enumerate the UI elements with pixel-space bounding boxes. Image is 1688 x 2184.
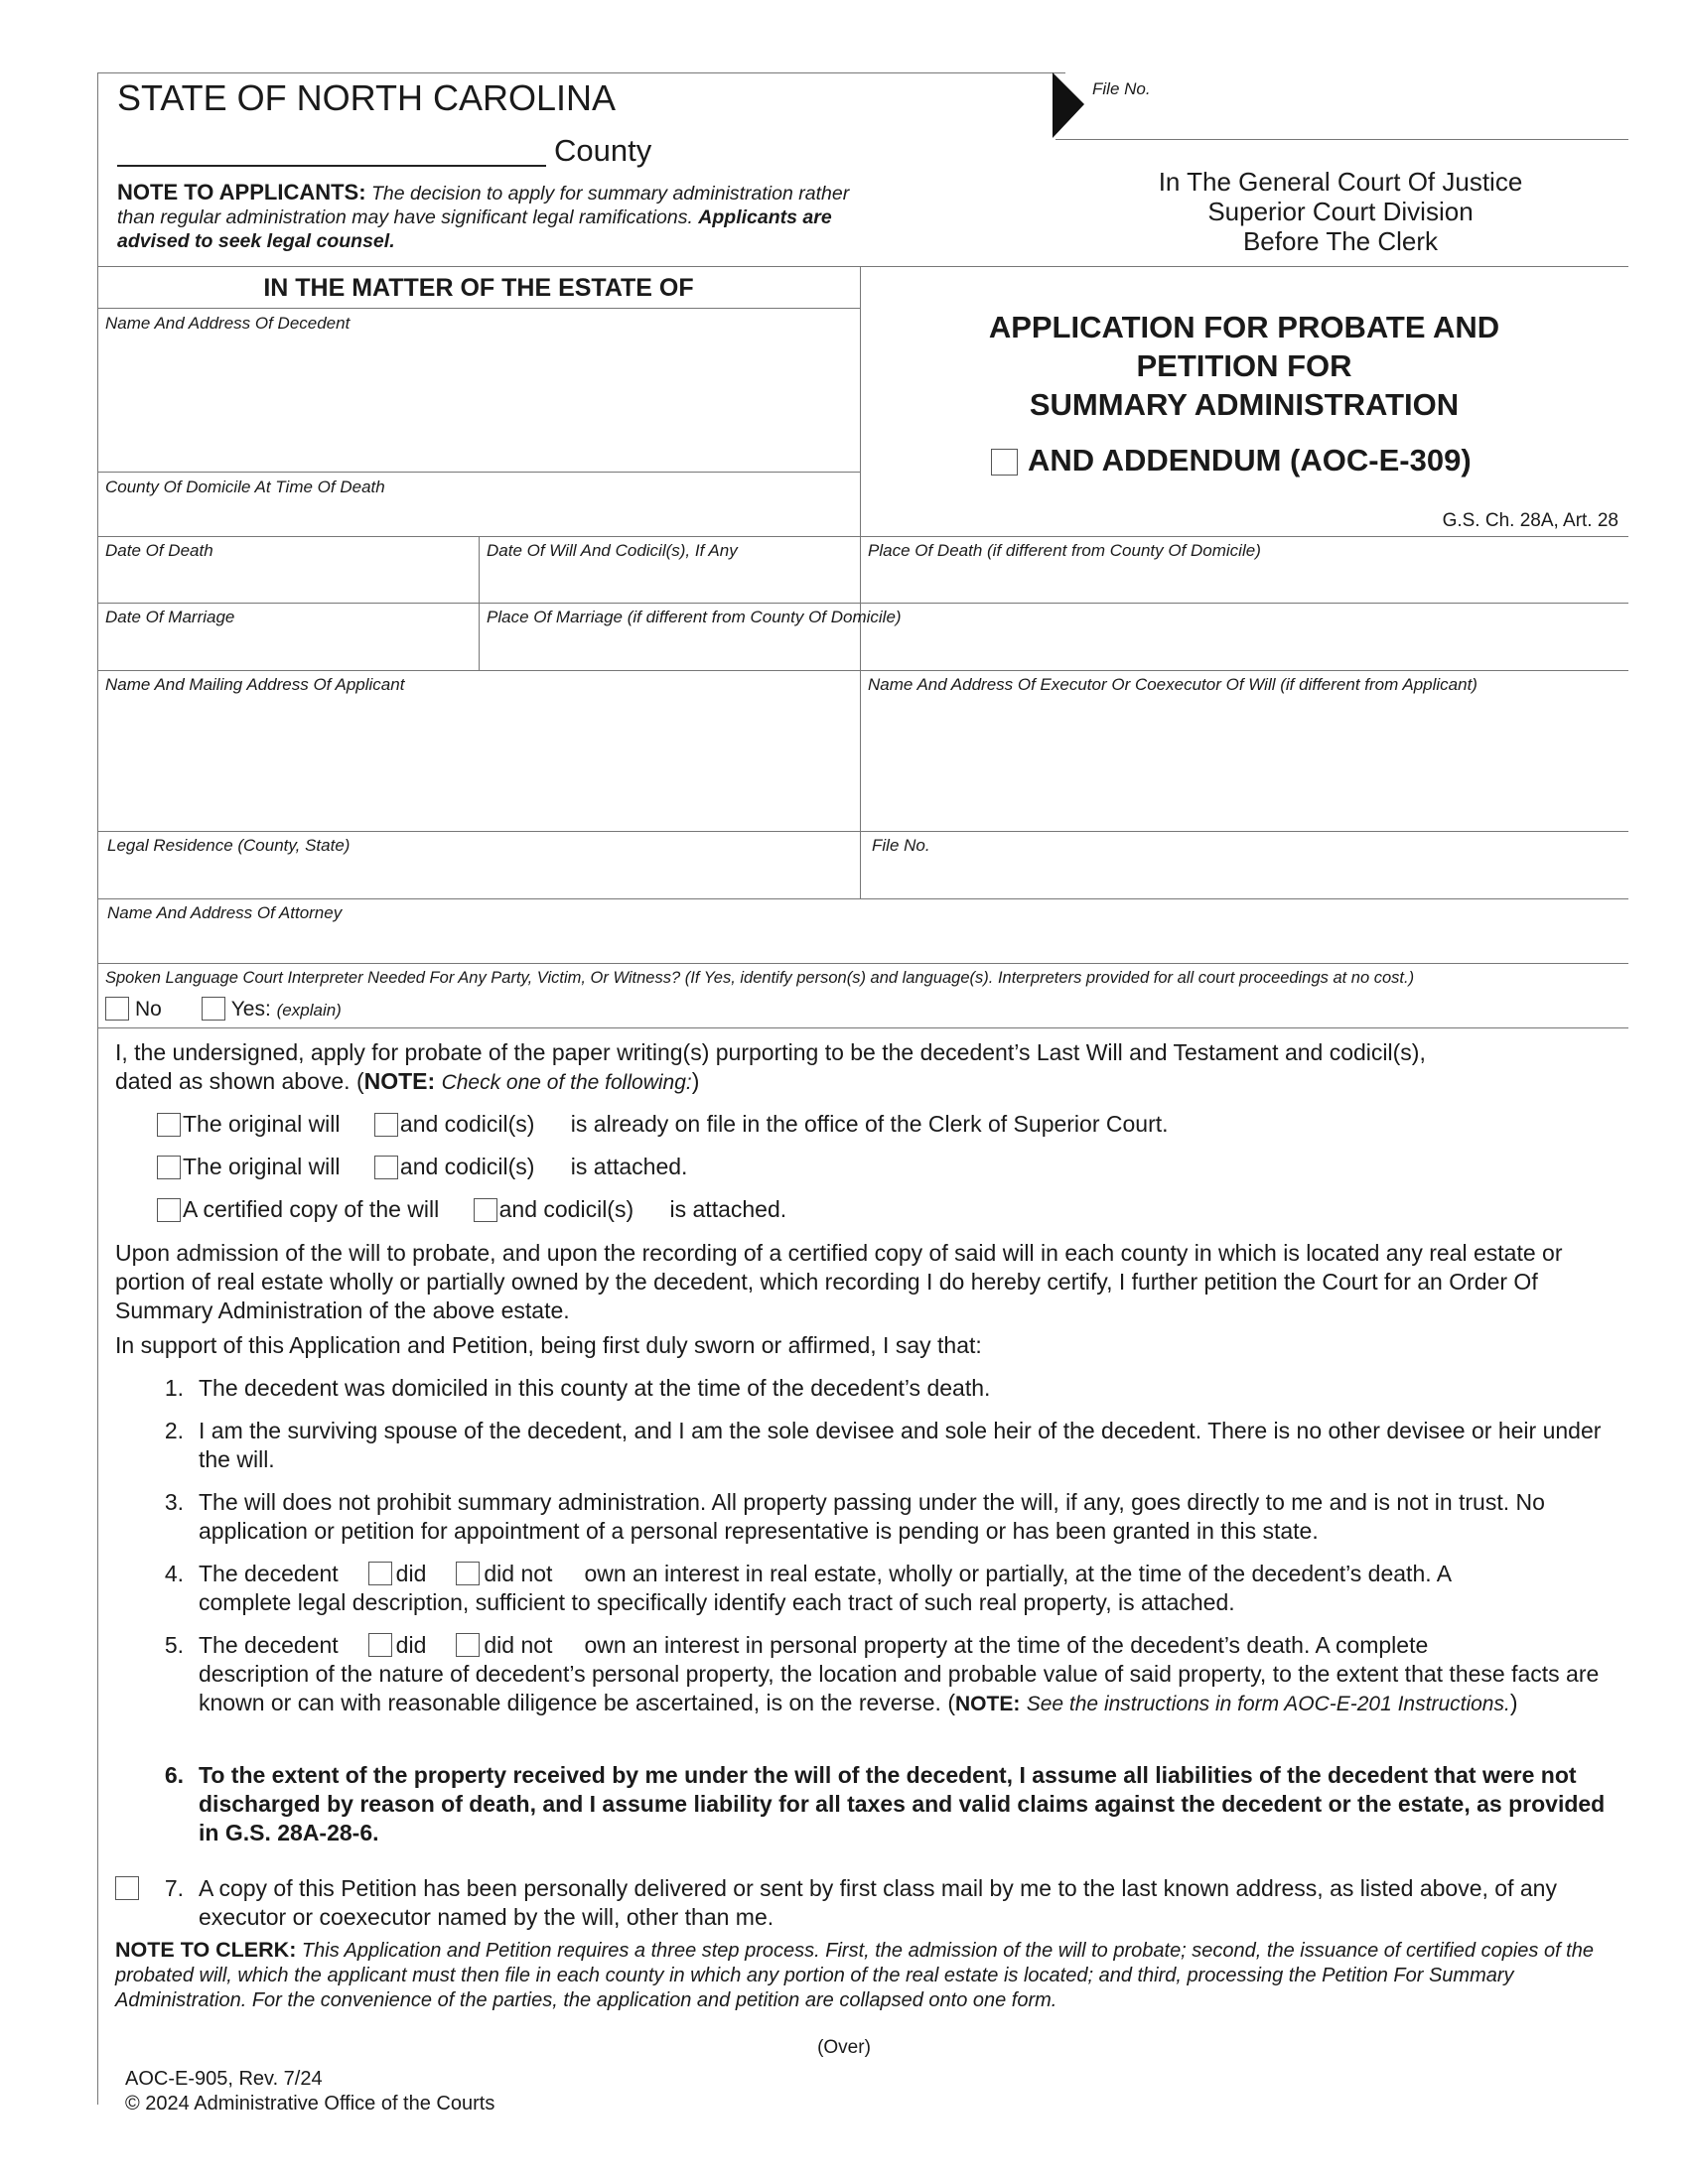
item-7-num: 7. [164, 1875, 184, 1901]
left-border [97, 72, 98, 2105]
file-no-field-label: File No. [872, 836, 930, 855]
header-divider [97, 266, 1628, 267]
item5-did-checkbox[interactable] [368, 1633, 392, 1657]
opt3-codicil-checkbox[interactable] [474, 1198, 497, 1222]
executor-label: Name And Address Of Executor Or Coexecutor Of Will (if different from Applicant) [868, 675, 1477, 694]
note-to-clerk [115, 1938, 1615, 2013]
attorney-label: Name And Address Of Attorney [107, 903, 343, 922]
item5-close: ) [1509, 1690, 1518, 1715]
file-no-arrow-icon [1053, 72, 1092, 142]
applicant-label: Name And Mailing Address Of Applicant [105, 675, 405, 694]
opt1-will-label: The original will [183, 1111, 341, 1137]
date-of-death-label: Date Of Death [105, 541, 213, 560]
copyright: © 2024 Administrative Office of the Courts [125, 2093, 495, 2115]
item5-note: NOTE: [955, 1693, 1021, 1715]
item-1-text: The decedent was domiciled in this county at the time of the decedent’s death. [199, 1375, 991, 1401]
matter-heading: IN THE MATTER OF THE ESTATE OF [263, 274, 694, 302]
support-paragraph: In support of this Application and Petition, being first duly sworn or affirmed, I say that: [115, 1332, 982, 1358]
form-title-line1: APPLICATION FOR PROBATE AND [988, 310, 1500, 344]
item-1-num: 1. [164, 1375, 184, 1401]
upon-paragraph: Upon admission of the will to probate, and upon the recording of a certified copy of said will in each county in which is located any real estate or portion of real estate wholly or partially owned by the decedent, which recording I do hereby certify, I further petition the Court for an Order Of Summary Administration of the above estate. [115, 1240, 1563, 1323]
file-no-underline [1055, 139, 1628, 140]
opt2-will-label: The original will [183, 1154, 341, 1179]
row-line-6 [97, 963, 1628, 964]
item5-didnot-label: did not [484, 1632, 553, 1658]
row-line-3 [97, 670, 1628, 671]
opt1-codicil-label: and codicil(s) [399, 1111, 535, 1137]
item-4-num: 4. [164, 1561, 184, 1586]
place-of-death-label: Place Of Death (if different from County Of Domicile) [868, 541, 1261, 560]
item4-did-checkbox[interactable] [368, 1562, 392, 1585]
opt3-copy-label: A certified copy of the will [183, 1196, 440, 1222]
note-to-applicants [117, 181, 852, 253]
date-of-marriage-label: Date Of Marriage [105, 608, 235, 626]
matter-heading-line [97, 308, 860, 309]
top-border [97, 72, 1065, 73]
interpreter-options [105, 997, 342, 1022]
interpreter-no-label: No [135, 998, 162, 1021]
form-id: AOC-E-905, Rev. 7/24 [125, 2068, 323, 2090]
option-row-1 [157, 1111, 1169, 1138]
note-bold: Applicants are advised to seek legal counsel. [117, 206, 832, 252]
county-blank[interactable] [117, 165, 546, 167]
intro-line2: dated as shown above. ( [115, 1068, 364, 1094]
opt1-will-checkbox[interactable] [157, 1113, 181, 1137]
clerk-label: NOTE TO CLERK: [115, 1938, 297, 1962]
item5-italic: See the instructions in form AOC-E-201 Instructions. [1026, 1693, 1510, 1715]
item5-didnot-checkbox[interactable] [456, 1633, 480, 1657]
opt3-copy-checkbox[interactable] [157, 1198, 181, 1222]
opt2-codicil-label: and codicil(s) [399, 1154, 535, 1179]
item5-lead: The decedent [199, 1632, 339, 1658]
row-line-1 [97, 536, 1628, 537]
item4-didnot-label: did not [484, 1561, 553, 1586]
opt3-text: is attached. [669, 1196, 787, 1222]
statute-reference: G.S. Ch. 28A, Art. 28 [1442, 510, 1618, 531]
intro-paragraph [115, 1038, 1624, 1097]
form-title-line3: SUMMARY ADMINISTRATION [1029, 387, 1460, 422]
item-7-text: A copy of this Petition has been personally delivered or sent by first class mail by me to the last known address, as listed above, of any executor or coexecutor named by the will, other than me. [199, 1875, 1557, 1930]
item4-text-2: complete legal description, sufficient to specifically identify each tract of such real property, is attached. [199, 1589, 1235, 1615]
item-2-num: 2. [164, 1418, 184, 1443]
opt1-codicil-checkbox[interactable] [374, 1113, 398, 1137]
decedent-name-label: Name And Address Of Decedent [105, 314, 351, 333]
interpreter-yes-checkbox[interactable] [202, 997, 225, 1021]
court-block [1082, 167, 1599, 256]
row-line-2 [97, 603, 1628, 604]
interpreter-yes-label: Yes: [230, 998, 271, 1021]
intro-note: NOTE: [363, 1068, 436, 1094]
row-line-7 [97, 1027, 1628, 1028]
intro-close: ) [691, 1068, 700, 1094]
footer-info [125, 2067, 494, 2116]
county-label: County [554, 133, 652, 168]
column-divider-lower [860, 670, 861, 898]
form-title-line2: PETITION FOR [1136, 348, 1352, 383]
option-row-3 [157, 1196, 786, 1223]
county-domicile-label: County Of Domicile At Time Of Death [105, 478, 385, 496]
item4-didnot-checkbox[interactable] [456, 1562, 480, 1585]
court-line-2: Superior Court Division [1207, 197, 1474, 226]
note-text: The decision to apply for summary administration rather than regular administration may have significant legal ramifications. [117, 183, 850, 228]
item-3-num: 3. [164, 1489, 184, 1515]
addendum-row [991, 443, 1472, 478]
opt2-text: is attached. [570, 1154, 688, 1179]
over-label: (Over) [817, 2037, 871, 2058]
item-3-text: The will does not prohibit summary administration. All property passing under the will, if any, goes directly to me and is not in trust. No application or petition for appointment of a personal representative is pending or has been granted in this state. [199, 1489, 1545, 1544]
opt1-text: is already on file in the office of the Clerk of Superior Court. [570, 1111, 1169, 1137]
form-title [860, 308, 1628, 424]
opt2-will-checkbox[interactable] [157, 1156, 181, 1179]
row-line-5 [97, 898, 1628, 899]
note-label: NOTE TO APPLICANTS: [117, 180, 366, 205]
clerk-text: This Application and Petition requires a three step process. First, the admission of the will to probate; second, the issuance of certified copies of the probated will, which the applicant must then file in each county in which any portion of the real estate is located; and third, processing the Petition For Summary Administration. For the convenience of the parties, the application and petition are collapsed onto one form. [115, 1940, 1594, 2011]
opt2-codicil-checkbox[interactable] [374, 1156, 398, 1179]
item5-text: own an interest in personal property at the time of the decedent’s death. A complete [584, 1632, 1429, 1658]
item5-text-2: description of the nature of decedent’s personal property, the location and probable value of said property, to the extent that these facts are known or can with reasonable diligence be ascertained, is on the reverse. ( [199, 1661, 1600, 1715]
addendum-label: AND ADDENDUM (AOC-E-309) [1028, 443, 1472, 478]
item-6-text: To the extent of the property received by me under the will of the decedent, I assume all liabilities of the decedent that were not discharged by reason of death, and I assume liability for all taxes and valid claims against the decedent or the estate, as provided in G.S. 28A-28-6. [199, 1762, 1606, 1845]
row-line-4 [97, 831, 1628, 832]
item-6-num: 6. [164, 1762, 184, 1788]
decedent-line [97, 472, 860, 473]
item4-did-label: did [395, 1561, 427, 1586]
court-line-3: Before The Clerk [1242, 226, 1439, 256]
option-row-2 [157, 1154, 687, 1180]
addendum-checkbox[interactable] [991, 449, 1018, 476]
opt3-codicil-label: and codicil(s) [498, 1196, 634, 1222]
item-2-text: I am the surviving spouse of the decedent, and I am the sole devisee and sole heir of the decedent. There is no other devisee or heir under the will. [199, 1418, 1602, 1472]
legal-residence-label: Legal Residence (County, State) [107, 836, 351, 855]
court-line-1: In The General Court Of Justice [1158, 167, 1523, 197]
header-file-no-label: File No. [1092, 79, 1151, 98]
item7-checkbox[interactable] [115, 1876, 139, 1900]
date-of-will-label: Date Of Will And Codicil(s), If Any [487, 541, 738, 560]
interpreter-yes-explain: (explain) [276, 1001, 342, 1020]
interpreter-no-checkbox[interactable] [105, 997, 129, 1021]
item4-text: own an interest in real estate, wholly or partially, at the time of the decedent’s death. A [584, 1561, 1453, 1586]
item5-did-label: did [395, 1632, 427, 1658]
interpreter-question: Spoken Language Court Interpreter Needed For Any Party, Victim, Or Witness? (If Yes, identify person(s) and language(s). Interpreters provided for all court proceedings at no cost.) [105, 969, 1415, 987]
intro-italic: Check one of the following: [441, 1071, 692, 1094]
item4-lead: The decedent [199, 1561, 339, 1586]
intro-line1: I, the undersigned, apply for probate of the paper writing(s) purporting to be the decedent’s Last Will and Testament and codicil(s), [115, 1039, 1426, 1065]
place-of-marriage-label: Place Of Marriage (if different from County Of Domicile) [487, 608, 902, 626]
item-5-num: 5. [164, 1632, 184, 1658]
state-title: STATE OF NORTH CAROLINA [117, 77, 617, 118]
